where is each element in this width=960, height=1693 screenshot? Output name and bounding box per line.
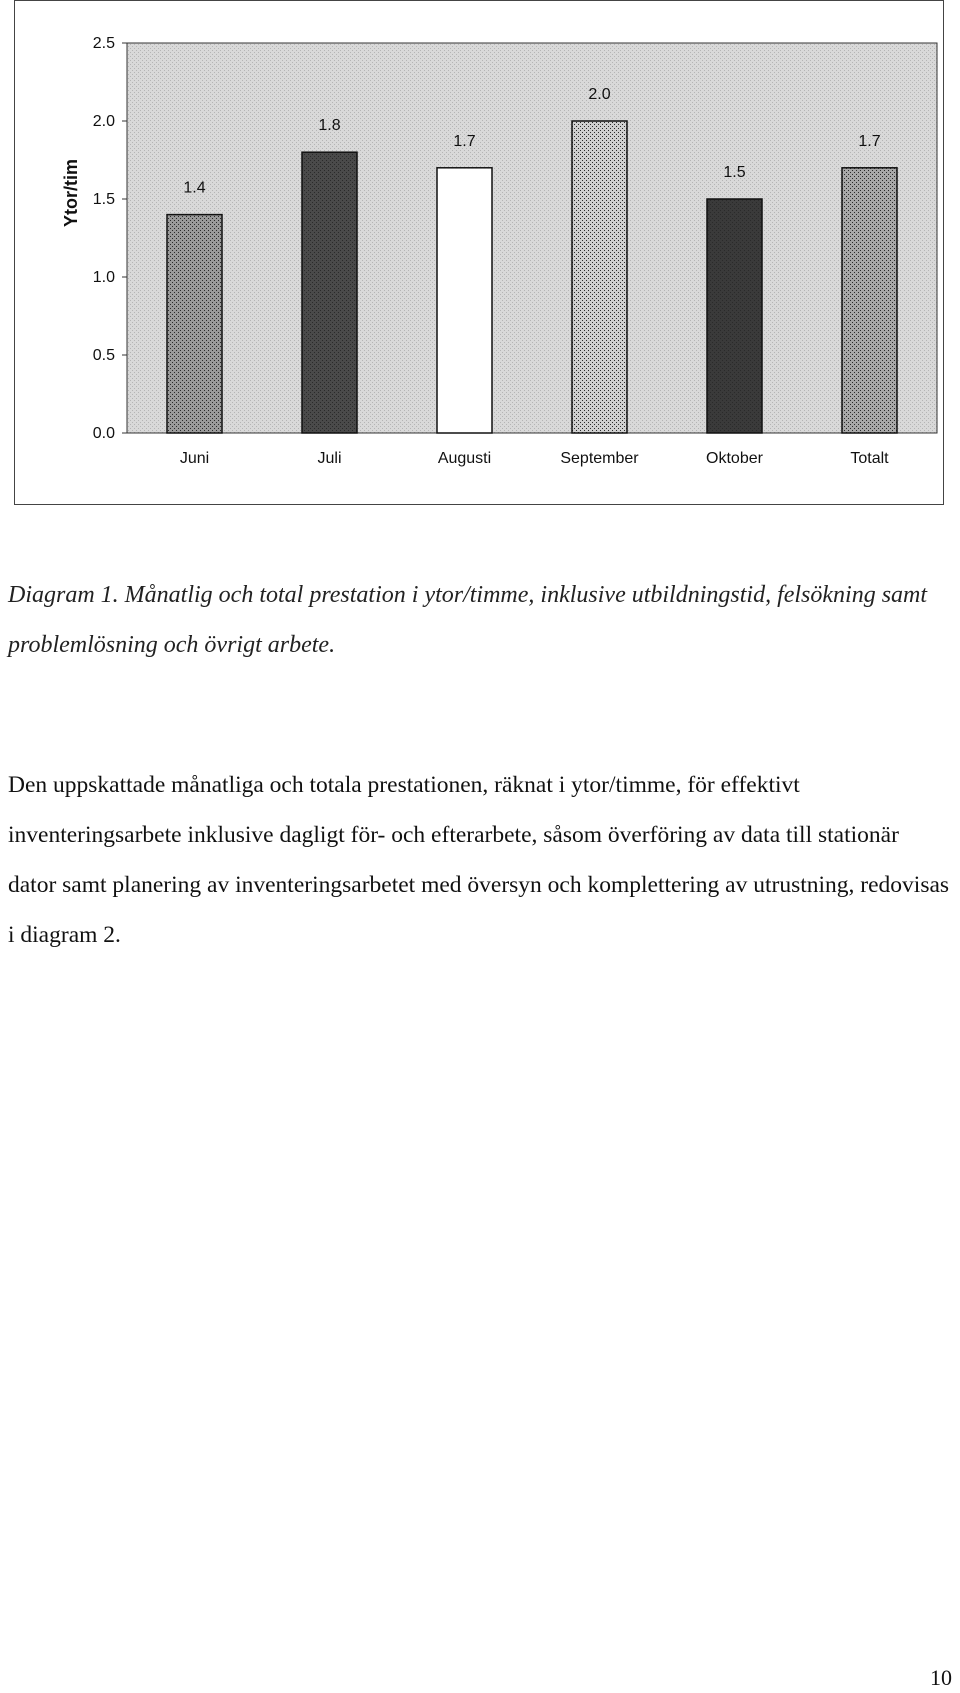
y-axis-label: Ytor/tim: [61, 158, 81, 228]
data-label: 1.4: [183, 179, 206, 197]
x-tick-label: Juli: [317, 450, 342, 467]
data-label: 1.8: [318, 117, 341, 135]
data-label: 1.7: [858, 132, 881, 150]
bar-totalt: [842, 168, 897, 433]
bar-juni: [167, 215, 222, 433]
y-tick-label: 0.5: [92, 347, 115, 364]
page-number: 10: [930, 1665, 952, 1690]
data-label: 2.0: [588, 86, 611, 103]
x-tick-label: September: [560, 450, 639, 467]
x-tick-label: Totalt: [850, 450, 889, 467]
bar-juli: [302, 152, 357, 433]
x-tick-label: Augusti: [437, 450, 492, 467]
bar-augusti: [437, 168, 492, 433]
bar-oktober: [707, 199, 762, 433]
y-tick-label: 1.0: [92, 269, 115, 286]
figure-caption: Diagram 1. Månatlig och total prestation i ytor/timme, inklusive utbildningstid, felsökning samt problemlösning och övrigt arbete.: [8, 582, 928, 658]
plot-area: [127, 43, 937, 433]
chart-frame: [14, 0, 944, 505]
y-tick-label: 2.5: [92, 35, 115, 52]
x-tick-label: Oktober: [706, 450, 763, 467]
data-label: 1.5: [723, 164, 746, 181]
bar-chart: [15, 1, 945, 506]
x-tick-label: Juni: [179, 450, 210, 467]
body-paragraph: Den uppskattade månatliga och totala prestationen, räknat i ytor/timme, för effektivt inventeringsarbete inklusive dagligt för- och efterarbete, såsom överföring av data till stationär dator samt planering av inventeringsarbetet med översyn och komplettering av utrustning, redovisas i diagram 2.: [8, 772, 950, 948]
y-tick-label: 0.0: [92, 425, 115, 442]
y-tick-label: 2.0: [92, 113, 115, 130]
bar-september: [572, 121, 627, 433]
y-tick-label: 1.5: [92, 191, 115, 208]
data-label: 1.7: [453, 132, 476, 150]
